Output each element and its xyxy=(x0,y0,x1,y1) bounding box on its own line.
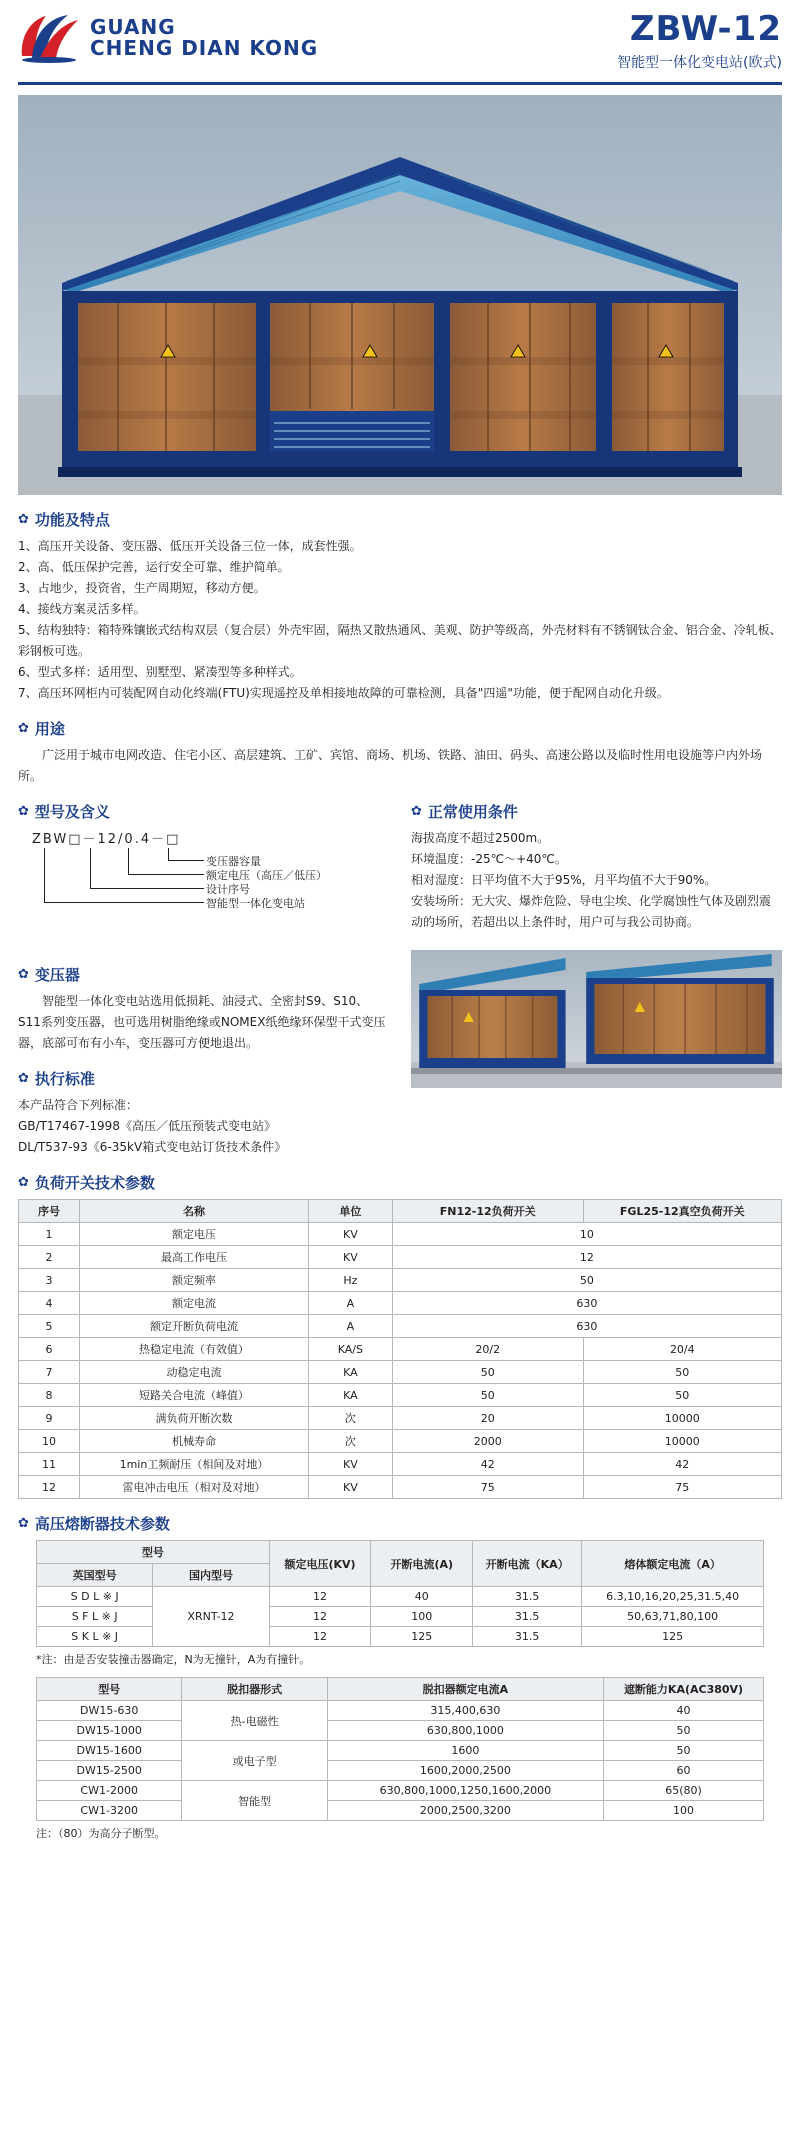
cell: 50 xyxy=(604,1721,764,1741)
cell: 短路关合电流（峰值） xyxy=(80,1384,309,1407)
cell: 12 xyxy=(19,1476,80,1499)
load-switch-title: 负荷开关技术参数 xyxy=(34,1174,155,1192)
table-row xyxy=(19,1476,782,1499)
cell: 次 xyxy=(308,1407,392,1430)
brand-name-line1: GUANG xyxy=(90,15,176,39)
fuse-table-wrap xyxy=(18,1540,782,1667)
gear-icon: ✿ xyxy=(411,804,422,819)
model-legend-2: 设计序号 xyxy=(206,883,250,896)
cell: KV xyxy=(308,1476,392,1499)
table-row xyxy=(37,1607,764,1627)
table-row xyxy=(19,1269,782,1292)
cell: 10 xyxy=(392,1223,781,1246)
col-header: 名称 xyxy=(80,1200,309,1223)
cell: 或电子型 xyxy=(182,1741,327,1781)
table-row xyxy=(19,1246,782,1269)
standards-title: 执行标准 xyxy=(34,1070,95,1088)
gear-icon: ✿ xyxy=(18,804,29,819)
cell: 50,63,71,80,100 xyxy=(582,1607,764,1627)
transformer-text: 智能型一体化变电站选用低损耗、油浸式、全密封S9、S10、S11系列变压器，也可选用树脂绝缘或NOMEX纸绝缘环保型干式变压器，底部可布有小车，变压器可方便地退出。 xyxy=(18,994,386,1050)
table-row xyxy=(37,1627,764,1647)
cell: 2 xyxy=(19,1246,80,1269)
cell: 8 xyxy=(19,1384,80,1407)
gear-icon: ✿ xyxy=(18,512,29,527)
cell: 额定开断负荷电流 xyxy=(80,1315,309,1338)
col-header: 型号 xyxy=(37,1678,182,1701)
table-row xyxy=(37,1801,764,1821)
col-header: 国内型号 xyxy=(153,1564,269,1587)
cell: 630,800,1000,1250,1600,2000 xyxy=(327,1781,603,1801)
gear-icon: ✿ xyxy=(18,1175,29,1190)
cell: 42 xyxy=(583,1453,781,1476)
cell: 额定电压 xyxy=(80,1223,309,1246)
cell: 10 xyxy=(19,1430,80,1453)
fuse-table-note: *注：由是否安装撞击器确定，N为无撞针，A为有撞针。 xyxy=(36,1653,311,1666)
cell: 机械寿命 xyxy=(80,1430,309,1453)
section-heading-load-switch xyxy=(18,1172,782,1193)
leader-line xyxy=(168,860,204,861)
cell: 2000,2500,3200 xyxy=(327,1801,603,1821)
cell: 50 xyxy=(583,1361,781,1384)
usage-text: 广泛用于城市电网改造、住宅小区、高层建筑、工矿、宾馆、商场、机场、铁路、油田、码头、高速公路以及临时性用电设施等户内外场所。 xyxy=(18,748,763,783)
list-item: 6、型式多样：适用型、别墅型、紧凑型等多种样式。 xyxy=(18,665,302,679)
table-header-row xyxy=(37,1541,764,1564)
cell: 1600 xyxy=(327,1741,603,1761)
cell: 动稳定电流 xyxy=(80,1361,309,1384)
model-title: 型号及含义 xyxy=(34,803,110,821)
breaker-table-wrap xyxy=(18,1677,782,1841)
model-legend-0: 变压器容量 xyxy=(206,855,261,868)
table-row xyxy=(19,1292,782,1315)
section-heading-model xyxy=(18,801,389,822)
cell: 31.5 xyxy=(473,1587,582,1607)
cell: 50 xyxy=(583,1384,781,1407)
cell: CW1-3200 xyxy=(37,1801,182,1821)
col-header: 遮断能力KA(AC380V) xyxy=(604,1678,764,1701)
list-item: 4、接线方案灵活多样。 xyxy=(18,602,146,616)
cell: 40 xyxy=(371,1587,473,1607)
section-heading-conditions xyxy=(411,801,782,822)
table-header-row xyxy=(37,1678,764,1701)
cell: 12 xyxy=(269,1607,371,1627)
col-header: 脱扣器形式 xyxy=(182,1678,327,1701)
load-switch-table xyxy=(18,1199,782,1499)
cell: KA xyxy=(308,1384,392,1407)
breaker-table xyxy=(36,1677,764,1821)
col-header: 脱扣器额定电流A xyxy=(327,1678,603,1701)
cell: 100 xyxy=(604,1801,764,1821)
standards-lead: 本产品符合下列标准： xyxy=(18,1098,139,1112)
zbw-12-substation-hero-photo xyxy=(18,95,782,495)
cell: 20/2 xyxy=(392,1338,583,1361)
model-legend-3: 智能型一体化变电站 xyxy=(206,897,305,910)
page-title: ZBW-12 xyxy=(629,9,782,49)
cell: 6.3,10,16,20,25,31.5,40 xyxy=(582,1587,764,1607)
leader-line xyxy=(44,848,45,902)
section-heading-fuse xyxy=(18,1513,782,1534)
list-item: 7、高压环网柜内可装配网自动化终端(FTU)实现遥控及单相接地故障的可靠检测，具备"四遥"功能，便于配网自动化升级。 xyxy=(18,686,669,700)
cell: CW1-2000 xyxy=(37,1781,182,1801)
table-row xyxy=(19,1315,782,1338)
cell: 50 xyxy=(392,1361,583,1384)
leader-line xyxy=(44,902,204,903)
cell: A xyxy=(308,1315,392,1338)
cell: 额定频率 xyxy=(80,1269,309,1292)
cell: DW15-1000 xyxy=(37,1721,182,1741)
cell: KV xyxy=(308,1223,392,1246)
cell: 125 xyxy=(371,1627,473,1647)
table-row xyxy=(37,1701,764,1721)
cell: 20 xyxy=(392,1407,583,1430)
model-code-diagram xyxy=(18,828,389,948)
col-header: FN12-12负荷开关 xyxy=(392,1200,583,1223)
title-block xyxy=(617,9,782,72)
features-list xyxy=(18,536,782,704)
cell: 31.5 xyxy=(473,1607,582,1627)
list-item: 2、高、低压保护完善，运行安全可靠、维护简单。 xyxy=(18,560,290,574)
fuse-table xyxy=(36,1540,764,1647)
cell: 雷电冲击电压（相对及对地） xyxy=(80,1476,309,1499)
cell: 最高工作电压 xyxy=(80,1246,309,1269)
leader-line xyxy=(128,874,204,875)
brand-text xyxy=(90,17,318,59)
cell: 5 xyxy=(19,1315,80,1338)
section-heading-usage xyxy=(18,718,782,739)
col-header: 熔体额定电流（A） xyxy=(582,1541,764,1587)
breaker-table-note: 注：（80）为高分子断型。 xyxy=(36,1827,166,1840)
cell: 热-电磁性 xyxy=(182,1701,327,1741)
list-item: GB/T17467-1998《高压／低压预装式变电站》 xyxy=(18,1119,276,1133)
cell: KA xyxy=(308,1361,392,1384)
cell: 12 xyxy=(392,1246,781,1269)
list-item: 海拔高度不超过2500m。 xyxy=(411,831,550,845)
list-item: 3、占地少，投资省，生产周期短，移动方便。 xyxy=(18,581,266,595)
table-row xyxy=(19,1338,782,1361)
leader-line xyxy=(128,848,129,874)
cell: 6 xyxy=(19,1338,80,1361)
model-code: ZBW□－12/0.4－□ xyxy=(32,832,181,847)
table-row xyxy=(37,1721,764,1741)
cell: 75 xyxy=(583,1476,781,1499)
model-legend-1: 额定电压（高压／低压） xyxy=(206,869,327,882)
section-heading-transformer xyxy=(18,964,389,985)
col-header: 开断电流（KA） xyxy=(473,1541,582,1587)
cell: 10000 xyxy=(583,1407,781,1430)
gear-icon: ✿ xyxy=(18,1071,29,1086)
conditions-column xyxy=(411,787,782,948)
table-row xyxy=(19,1407,782,1430)
brand-name-line2: CHENG DIAN KONG xyxy=(90,36,319,60)
leader-line xyxy=(90,848,91,888)
table-row xyxy=(19,1223,782,1246)
cell: 100 xyxy=(371,1607,473,1627)
col-header: 英国型号 xyxy=(37,1564,153,1587)
leader-line xyxy=(90,888,204,889)
col-header: 单位 xyxy=(308,1200,392,1223)
cell: 60 xyxy=(604,1761,764,1781)
cell: 12 xyxy=(269,1627,371,1647)
guangcheng-logo-icon xyxy=(18,12,80,64)
cell: 50 xyxy=(392,1269,781,1292)
cell: 125 xyxy=(582,1627,764,1647)
cell: 热稳定电流（有效值） xyxy=(80,1338,309,1361)
list-item: 5、结构独特：箱特殊镶嵌式结构双层（复合层）外壳牢固，隔热又散热通风、美观、防护等级高，外壳材料有不锈钢钛合金、铝合金、冷轧板、彩钢板可选。 xyxy=(18,623,782,658)
cell: S D L ※ J xyxy=(37,1587,153,1607)
table-row xyxy=(37,1587,764,1607)
page-subtitle: 智能型一体化变电站(欧式) xyxy=(617,55,782,71)
cell: 630 xyxy=(392,1315,781,1338)
cell: 7 xyxy=(19,1361,80,1384)
cell: S F L ※ J xyxy=(37,1607,153,1627)
cell: A xyxy=(308,1292,392,1315)
cell: 次 xyxy=(308,1430,392,1453)
col-header: 开断电流(A) xyxy=(371,1541,473,1587)
transformer-column xyxy=(18,950,389,1158)
section-heading-features xyxy=(18,509,782,530)
col-header: 额定电压(KV) xyxy=(269,1541,371,1587)
list-item: 环境温度：-25℃～+40℃。 xyxy=(411,852,567,866)
fuse-title: 高压熔断器技术参数 xyxy=(34,1515,170,1533)
cell: 满负荷开断次数 xyxy=(80,1407,309,1430)
brand-block xyxy=(18,12,318,64)
col-header: 序号 xyxy=(19,1200,80,1223)
cell: 4 xyxy=(19,1292,80,1315)
transformer-photo-column xyxy=(411,950,782,1158)
cell: 2000 xyxy=(392,1430,583,1453)
cell: DW15-630 xyxy=(37,1701,182,1721)
transformer-substation-photo xyxy=(411,950,782,1088)
load-switch-table-wrap xyxy=(18,1199,782,1499)
cell: 9 xyxy=(19,1407,80,1430)
cell: 65(80) xyxy=(604,1781,764,1801)
cell: 12 xyxy=(269,1587,371,1607)
list-item: 安装场所：无大灾、爆炸危险、导电尘埃、化学腐蚀性气体及剧烈震动的场所，若超出以上条件时，用户可与我公司协商。 xyxy=(411,894,772,929)
cell: 31.5 xyxy=(473,1627,582,1647)
col-header: FGL25-12真空负荷开关 xyxy=(583,1200,781,1223)
table-row xyxy=(37,1781,764,1801)
standards-list xyxy=(18,1095,389,1158)
cell: 1min工频耐压（相间及对地） xyxy=(80,1453,309,1476)
gear-icon: ✿ xyxy=(18,1516,29,1531)
cell: 10000 xyxy=(583,1430,781,1453)
conditions-list xyxy=(411,828,782,933)
transformer-title: 变压器 xyxy=(34,966,80,984)
list-item: DL/T537-93《6-35kV箱式变电站订货技术条件》 xyxy=(18,1140,287,1154)
cell: KA/S xyxy=(308,1338,392,1361)
usage-title: 用途 xyxy=(34,720,65,738)
cell: 50 xyxy=(604,1741,764,1761)
cell: 75 xyxy=(392,1476,583,1499)
section-heading-standards xyxy=(18,1068,389,1089)
list-item: 1、高压开关设备、变压器、低压开关设备三位一体，成套性强。 xyxy=(18,539,362,553)
table-row xyxy=(19,1453,782,1476)
table-row xyxy=(19,1361,782,1384)
cell: 额定电流 xyxy=(80,1292,309,1315)
cell: 11 xyxy=(19,1453,80,1476)
header-divider xyxy=(18,82,782,85)
col-header-group: 型号 xyxy=(37,1541,270,1564)
features-title: 功能及特点 xyxy=(34,511,110,529)
list-item: 相对湿度：日平均值不大于95%，月平均值不大于90%。 xyxy=(411,873,717,887)
cell: 40 xyxy=(604,1701,764,1721)
cell: 1 xyxy=(19,1223,80,1246)
cell: 20/4 xyxy=(583,1338,781,1361)
page-header xyxy=(18,0,782,78)
cell: 42 xyxy=(392,1453,583,1476)
leader-line xyxy=(168,848,169,860)
cell: DW15-2500 xyxy=(37,1761,182,1781)
cell: S K L ※ J xyxy=(37,1627,153,1647)
model-column xyxy=(18,787,389,948)
table-row xyxy=(37,1761,764,1781)
cell: 3 xyxy=(19,1269,80,1292)
table-row xyxy=(19,1384,782,1407)
cell: 630,800,1000 xyxy=(327,1721,603,1741)
cell: 智能型 xyxy=(182,1781,327,1821)
cell: DW15-1600 xyxy=(37,1741,182,1761)
cell: XRNT-12 xyxy=(153,1587,269,1647)
gear-icon: ✿ xyxy=(18,967,29,982)
cell: 50 xyxy=(392,1384,583,1407)
cell: Hz xyxy=(308,1269,392,1292)
cell: KV xyxy=(308,1246,392,1269)
table-row xyxy=(37,1741,764,1761)
cell: 630 xyxy=(392,1292,781,1315)
table-row xyxy=(19,1430,782,1453)
cell: 315,400,630 xyxy=(327,1701,603,1721)
gear-icon: ✿ xyxy=(18,721,29,736)
table-header-row xyxy=(19,1200,782,1223)
cell: KV xyxy=(308,1453,392,1476)
conditions-title: 正常使用条件 xyxy=(427,803,518,821)
cell: 1600,2000,2500 xyxy=(327,1761,603,1781)
